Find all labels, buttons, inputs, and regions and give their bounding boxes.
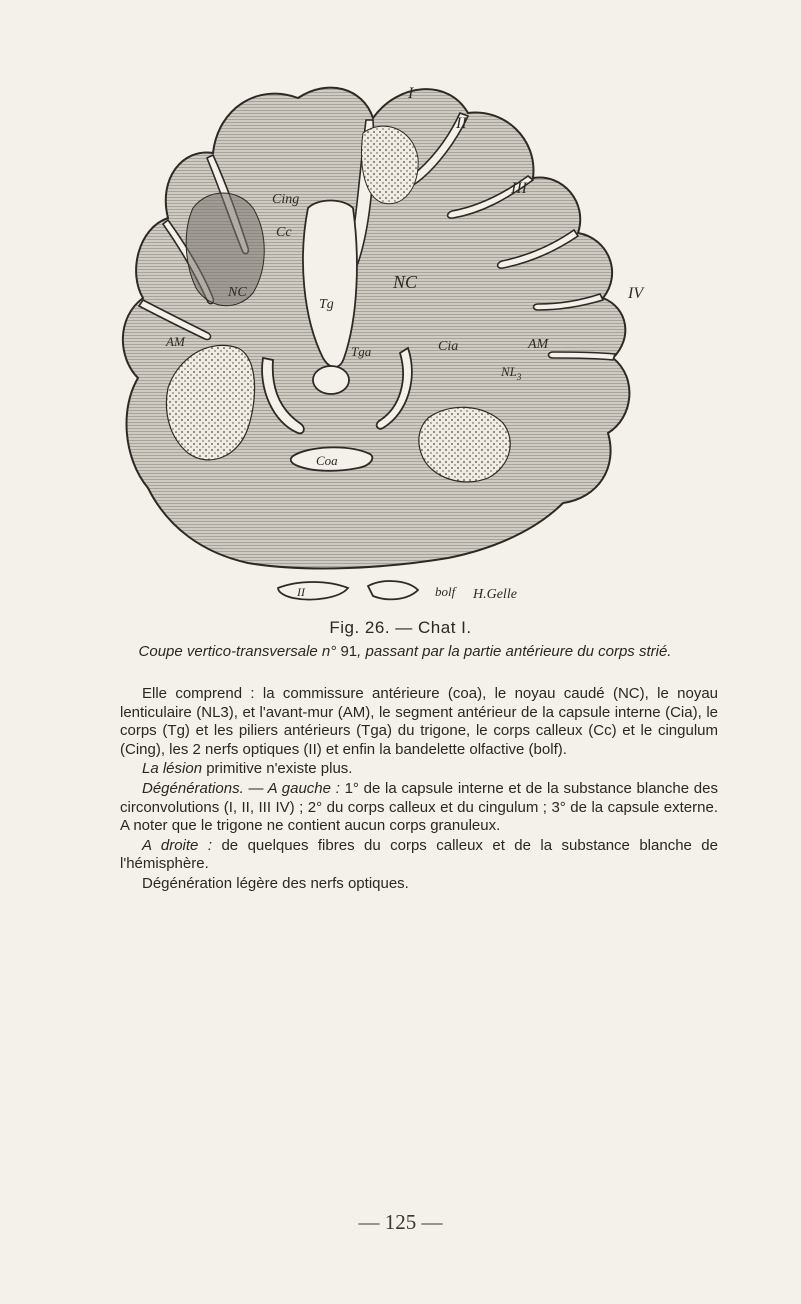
label-bolf: bolf [435, 584, 456, 599]
label-optic-nerve: II [297, 585, 305, 599]
left-white-matter-hatch [186, 193, 264, 306]
label-cc: Cc [276, 225, 292, 240]
caption-prefix: Coupe vertico-transversale n° [138, 643, 337, 660]
label-III: III [511, 180, 527, 197]
label-cing: Cing [272, 192, 300, 207]
right-lenticular-zone [419, 407, 510, 482]
body-text [120, 685, 718, 895]
paragraph-contents: Elle comprend : la commissure antérieure (coa), le noyau caudé (NC), le noyau lenticulaire (NL3), et l'avant-mur (AM), le segment antérieur de la capsule interne (Cia), le corps (Tg) et les piliers antérieurs (Tga) du trigone, le corps calleux (Cc) et le cingulum (Cing), les 2 nerfs optiques (II) et enfin la bandelette olfactive (bolf). [120, 685, 718, 758]
label-tg: Tg [319, 297, 334, 312]
paragraph-lesion [120, 760, 718, 779]
caption-number: 91 [340, 643, 358, 660]
degenerations-left-text: 1° de la capsule interne et de la substance blanche des circonvolutions (I, II, III IV) ; 2° du corps calleux et du cingulum ; 3° de la capsule externe. A noter que le trigone ne contient aucun corps granuleux. [120, 779, 718, 835]
brain-section-figure [108, 58, 720, 610]
label-tga: Tga [351, 344, 372, 359]
label-cia: Cia [438, 339, 459, 354]
label-nc-left: NC [228, 285, 247, 300]
lesion-text: primitive n'existe plus. [202, 760, 353, 778]
paragraph-degenerations-left [120, 780, 718, 836]
paragraph-degenerations-right [120, 837, 718, 874]
page-number: — 125 — [358, 1210, 443, 1234]
figure-number: Fig. 26. — Chat I. [329, 618, 472, 637]
label-nl: $NL_3$ [501, 364, 522, 382]
label-coa: Coa [316, 453, 338, 468]
label-am-left: AM [166, 334, 185, 349]
right-label: A droite : [142, 836, 213, 854]
degenerations-right-text: de quelques fibres du corps calleux et de la substance blanche de l'hémisphère. [120, 836, 718, 873]
caption-suffix: , passant par la partie antérieure du corps strié. [357, 643, 672, 660]
paragraph-optic: Dégénération légère des nerfs optiques. [142, 874, 409, 892]
degenerations-label: Dégénérations. — A gauche : [142, 779, 340, 797]
lesion-label: La lésion [142, 760, 203, 778]
label-nc-right: NC [393, 272, 418, 292]
label-IV: IV [628, 285, 644, 302]
label-II: II [456, 115, 467, 132]
label-am-right: AM [528, 337, 549, 352]
figure-caption [60, 643, 750, 660]
label-I: I [408, 85, 414, 102]
artist-signature: H.Gelle [473, 587, 517, 602]
